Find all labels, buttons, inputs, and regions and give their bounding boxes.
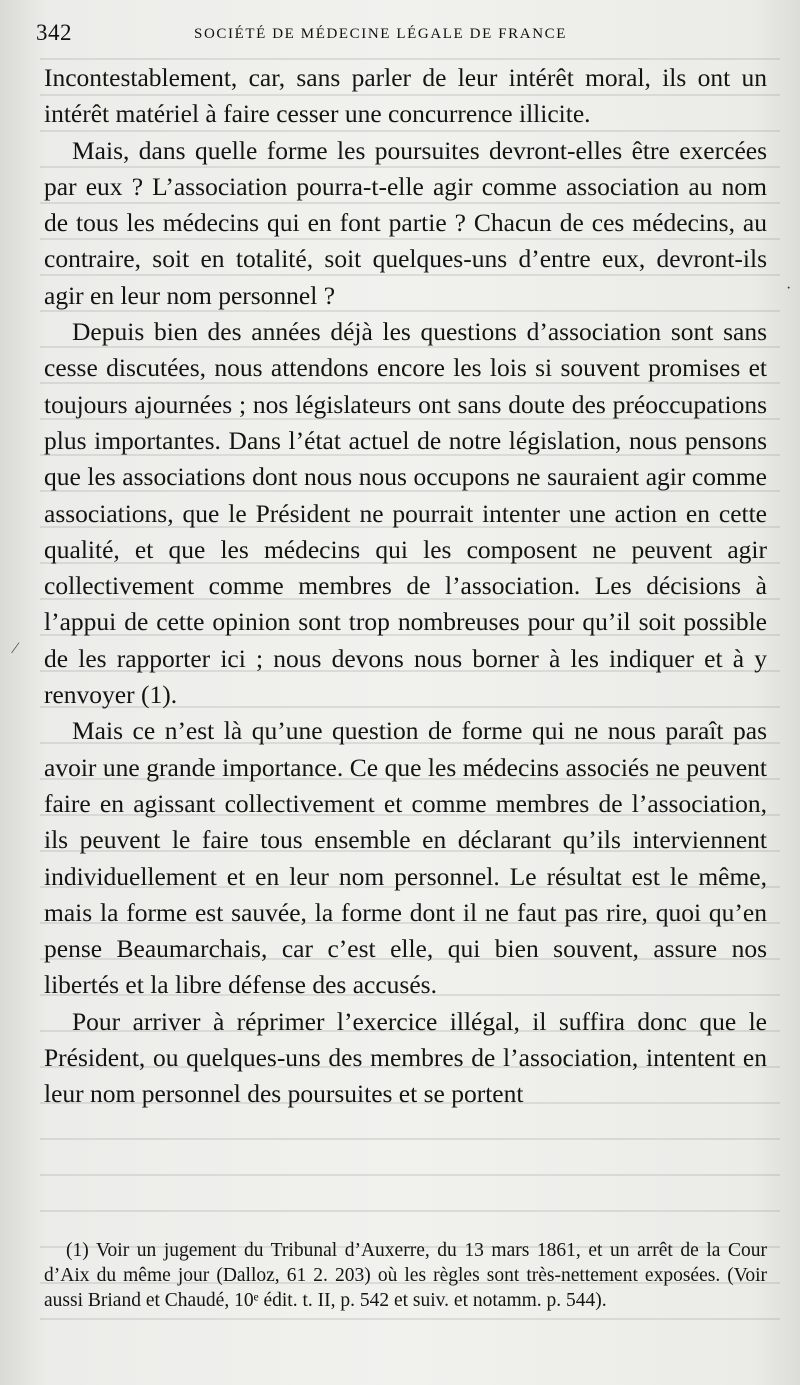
paragraph-5: Pour arriver à réprimer l’exercice illégal, il suffira donc que le Président, ou quelques-uns des membres de l’association, intentent en leur nom personnel des poursuites et se portent: [44, 1006, 767, 1109]
margin-tick-mark: ⁄: [14, 640, 17, 657]
paragraph-3: Depuis bien des années déjà les questions d’association sont sans cesse discutées, nous attendons encore les lois si souvent promises et toujours ajournées ; nos législateurs ont sans doute des préoccupations plus importantes. Dans l’état actuel de notre législation, nous pensons que les associations dont nous nous occupons ne sauraient agir comme associations, que le Président ne pourrait intenter une action en cette qualité, et que les médecins qui les composent ne peuvent agir collectivement comme membres de l’association. Les décisions à l’appui de cette opinion sont trop nombreuses pour qu’il soit possible de les rapporter ici ; nous devons nous borner à les indiquer et à y renvoyer (1).: [44, 317, 767, 710]
page-number: 342: [36, 20, 72, 45]
paragraph-4: Mais ce n’est là qu’une question de forme qui ne nous paraît pas avoir une grande importance. Ce que les médecins associés ne peuvent faire en agissant collectivement et comme membres de l’association, ils peuvent le faire tous ensemble en déclarant qu’ils interviennent individuellement et en leur nom personnel. Le résultat est le même, mais la forme est sauvée, la forme dont il ne faut pas rire, quoi qu’en pense Beaumarchais, car c’est elle, qui bien souvent, assure nos libertés et la libre défense des accusés.: [44, 716, 767, 1000]
margin-asterisk-mark: ·: [786, 280, 792, 297]
footnote: (1) Voir un jugement du Tribunal d’Auxerre, du 13 mars 1861, et un arrêt de la Cour d’Aix du même jour (Dalloz, 61 2. 203) où les règles sont très-nettement exposées. (Voir aussi Briand et Chaudé, 10ᵉ édit. t. II, p. 542 et suiv. et notamm. p. 544).: [44, 1240, 767, 1311]
paragraph-2: Mais, dans quelle forme les poursuites devront-elles être exercées par eux ? L’association pourra-t-elle agir comme association au nom de tous les médecins qui en font partie ? Chacun de ces médecins, au contraire, soit en totalité, soit quelques-uns d’entre eux, devront-ils agir en leur nom personnel ?: [44, 135, 767, 310]
paragraph-1: Incontestablement, car, sans parler de leur intérêt moral, ils ont un intérêt matériel à faire cesser une concurrence illicite.: [44, 63, 767, 129]
body-text: [44, 60, 767, 1113]
journal-title: SOCIÉTÉ DE MÉDECINE LÉGALE DE FRANCE: [194, 26, 567, 42]
